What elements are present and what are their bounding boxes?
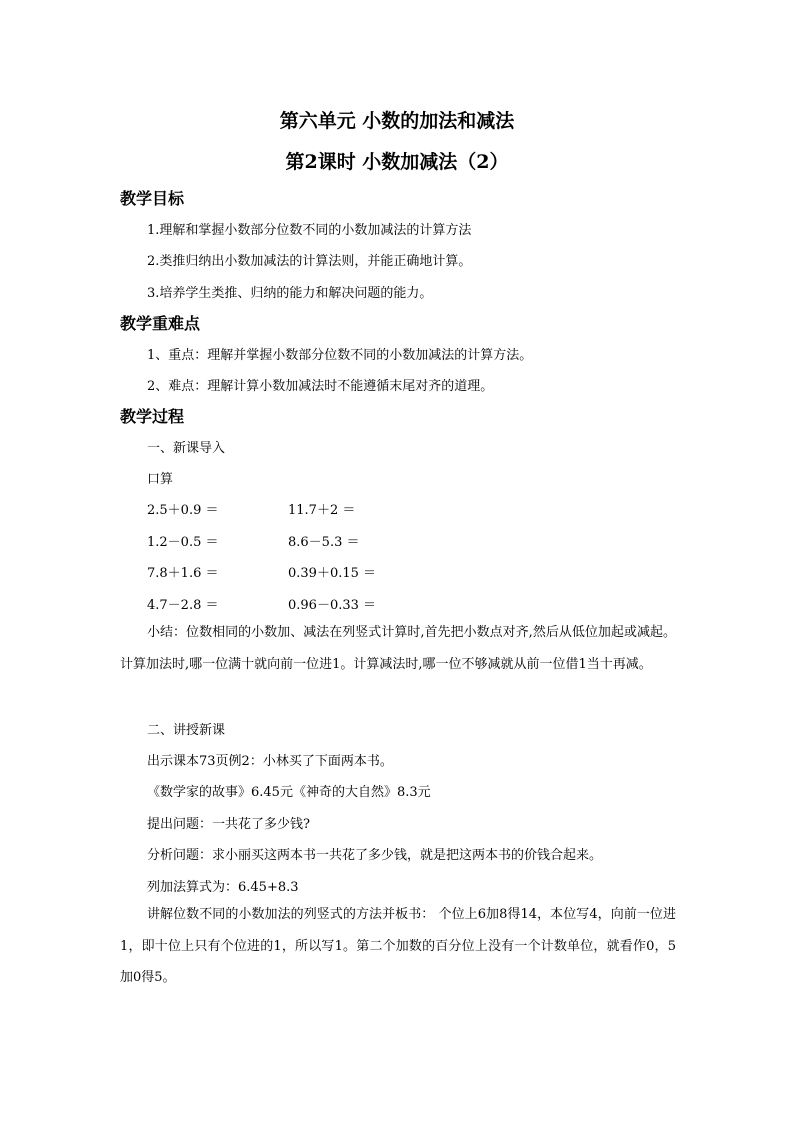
summary-paragraph: 小结：位数相同的小数加、减法在列竖式计算时,首先把小数点对齐,然后从低位加起或减起。计算加法时,哪一位满十就向前一位进1。计算减法时,哪一位不够减就从前一位借1当十再减。: [120, 625, 676, 672]
oral-problem: 0.39＋0.15 ＝: [288, 566, 377, 581]
objectives-heading: 教学目标: [120, 189, 185, 208]
part2-heading: 二、讲授新课: [147, 723, 226, 738]
question-line: 提出问题：一共花了多少钱?: [147, 817, 310, 832]
objective-item: 1.理解和掌握小数部分位数不同的小数加减法的计算方法: [147, 223, 472, 238]
books-line: 《数学家的故事》6.45元《神奇的大自然》8.3元: [147, 785, 431, 800]
example-line: 出示课本73页例2：小林买了下面两本书。: [147, 754, 393, 769]
oral-problem: 7.8＋1.6 ＝: [147, 566, 219, 581]
oral-problem: 8.6－5.3 ＝: [288, 535, 360, 550]
equation-line: 列加法算式为：6.45+8.3: [147, 880, 299, 895]
oral-problem: 4.7－2.8 ＝: [147, 598, 219, 613]
key-point-item: 2、难点：理解计算小数加减法时不能遵循末尾对齐的道理。: [147, 379, 494, 394]
oral-problem: 0.96－0.33 ＝: [288, 598, 377, 613]
oral-problem: 2.5＋0.9 ＝: [147, 503, 219, 518]
oral-problem: 11.7＋2 ＝: [288, 503, 356, 518]
page-title: 第六单元 小数的加法和减法: [279, 110, 515, 132]
process-heading: 教学过程: [120, 407, 185, 426]
key-point-item: 1、重点：理解并掌握小数部分位数不同的小数加减法的计算方法。: [147, 348, 533, 363]
oral-problem: 1.2－0.5 ＝: [147, 535, 219, 550]
objective-item: 2.类推归纳出小数加减法的计算法则，并能正确地计算。: [147, 254, 472, 269]
oral-label: 口算: [147, 472, 174, 487]
objective-item: 3.培养学生类推、归纳的能力和解决问题的能力。: [147, 286, 433, 301]
analysis-line: 分析问题：求小丽买这两本书一共花了多少钱，就是把这两本书的价钱合起来。: [147, 848, 603, 863]
lesson-subtitle: 第2课时 小数加减法（2）: [285, 151, 509, 173]
explanation-paragraph: 讲解位数不同的小数加法的列竖式的方法并板书： 个位上6加8得14，本位写4，向前一位进1，即十位上只有个位进的1，所以写1。第二个加数的百分位上没有一个计数单位，就看作0，5加0得5。: [120, 907, 676, 985]
key-points-heading: 教学重难点: [120, 314, 201, 333]
part1-heading: 一、新课导入: [147, 441, 226, 456]
